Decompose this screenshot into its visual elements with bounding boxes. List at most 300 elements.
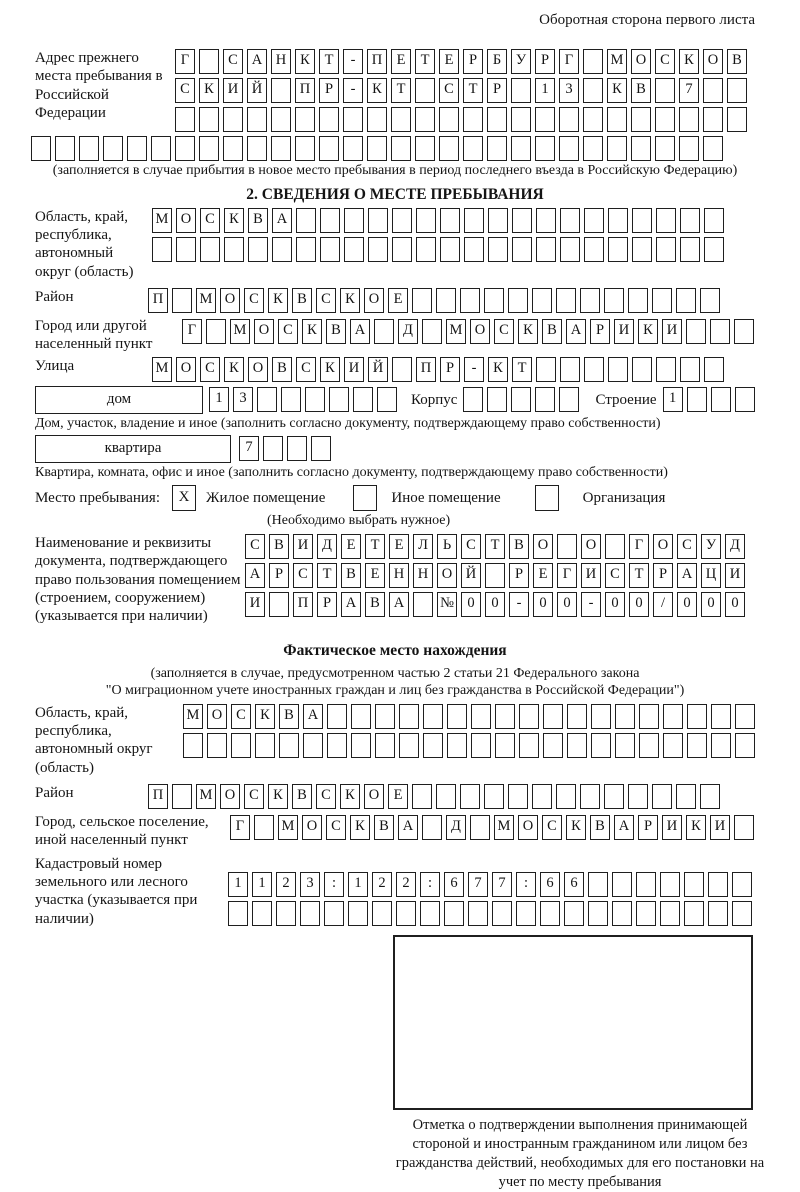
char-box: Т xyxy=(391,78,411,103)
char-box: В xyxy=(292,288,312,313)
char-box xyxy=(127,136,147,161)
char-box: Р xyxy=(638,815,658,840)
char-box xyxy=(412,784,432,809)
char-box: : xyxy=(420,872,440,897)
document-label: Наименование и реквизиты документа, подтверждающего право пользования помещением (строением, сооружением) (указывается при наличии) xyxy=(35,535,241,625)
char-box xyxy=(559,387,579,412)
char-box: 2 xyxy=(276,872,296,897)
document-group xyxy=(35,534,755,638)
prev-address-row-2 xyxy=(175,78,747,103)
char-box: К xyxy=(224,357,244,382)
char-box: М xyxy=(230,319,250,344)
char-box xyxy=(31,136,51,161)
char-box xyxy=(172,784,192,809)
char-box: И xyxy=(223,78,243,103)
char-box xyxy=(511,78,531,103)
char-box: С xyxy=(542,815,562,840)
char-box: О xyxy=(254,319,274,344)
char-box xyxy=(495,733,515,758)
stay-type-option-residential: Жилое помещение xyxy=(206,490,326,507)
char-box: И xyxy=(710,815,730,840)
char-box xyxy=(535,107,555,132)
char-box: С xyxy=(245,534,265,559)
document-rows xyxy=(245,534,745,617)
street-row xyxy=(152,357,724,382)
char-box: О xyxy=(470,319,490,344)
cadastral-label: Кадастровый номер земельного или лесного участка (указывается при наличии) xyxy=(35,855,198,927)
char-box xyxy=(305,387,325,412)
char-box xyxy=(375,704,395,729)
char-box xyxy=(543,704,563,729)
char-box xyxy=(223,107,243,132)
char-box xyxy=(412,288,432,313)
char-box: С xyxy=(244,784,264,809)
city-row xyxy=(182,319,754,344)
region-row-1 xyxy=(152,208,724,233)
char-box: Е xyxy=(439,49,459,74)
char-box xyxy=(536,208,556,233)
actual-region-row-2 xyxy=(183,733,755,758)
char-box xyxy=(444,901,464,926)
char-box: К xyxy=(224,208,244,233)
char-box: А xyxy=(677,563,697,588)
char-box xyxy=(732,872,752,897)
char-box xyxy=(655,78,675,103)
char-box xyxy=(711,704,731,729)
char-box xyxy=(269,592,289,617)
char-box: - xyxy=(343,78,363,103)
char-box: А xyxy=(566,319,586,344)
char-box xyxy=(257,387,277,412)
char-box: 3 xyxy=(559,78,579,103)
char-box: Н xyxy=(271,49,291,74)
char-box xyxy=(392,237,412,262)
char-box: П xyxy=(293,592,313,617)
char-box xyxy=(580,288,600,313)
char-box: 3 xyxy=(233,387,253,412)
char-box: И xyxy=(344,357,364,382)
stay-type-checkbox-residential: X xyxy=(172,485,196,511)
char-box xyxy=(711,733,731,758)
char-box: Е xyxy=(389,534,409,559)
prev-address-row-3 xyxy=(175,107,747,132)
house-number-boxes xyxy=(209,387,397,412)
char-box: К xyxy=(340,784,360,809)
char-box xyxy=(540,901,560,926)
actual-district-group xyxy=(35,784,755,809)
char-box: А xyxy=(247,49,267,74)
char-box: В xyxy=(279,704,299,729)
char-box: Е xyxy=(388,784,408,809)
char-box xyxy=(152,237,172,262)
char-box: К xyxy=(350,815,370,840)
char-box: Й xyxy=(368,357,388,382)
char-box: 1 xyxy=(228,872,248,897)
char-box: К xyxy=(686,815,706,840)
char-box xyxy=(700,784,720,809)
char-box xyxy=(519,733,539,758)
char-box xyxy=(464,237,484,262)
char-box xyxy=(207,733,227,758)
char-box xyxy=(612,872,632,897)
char-box: Р xyxy=(463,49,483,74)
char-box: В xyxy=(341,563,361,588)
char-box: К xyxy=(488,357,508,382)
char-box xyxy=(392,357,412,382)
char-box: И xyxy=(581,563,601,588)
char-box xyxy=(423,733,443,758)
char-box: Р xyxy=(509,563,529,588)
char-box xyxy=(511,107,531,132)
char-box: 0 xyxy=(605,592,625,617)
char-box xyxy=(607,136,627,161)
char-box xyxy=(655,107,675,132)
char-box xyxy=(684,872,704,897)
char-box: Т xyxy=(319,49,339,74)
char-box: № xyxy=(437,592,457,617)
char-box: А xyxy=(614,815,634,840)
char-box: С xyxy=(655,49,675,74)
char-box: 0 xyxy=(677,592,697,617)
district-group xyxy=(35,288,755,313)
char-box: : xyxy=(324,872,344,897)
char-box xyxy=(276,901,296,926)
char-box: В xyxy=(542,319,562,344)
char-box xyxy=(703,107,723,132)
char-box: - xyxy=(464,357,484,382)
actual-region-rows xyxy=(183,704,755,758)
apartment-boxes xyxy=(239,436,331,461)
char-box: К xyxy=(320,357,340,382)
char-box xyxy=(296,208,316,233)
char-box: О xyxy=(518,815,538,840)
char-box: О xyxy=(533,534,553,559)
char-box: 1 xyxy=(663,387,683,412)
char-box xyxy=(464,208,484,233)
char-box: А xyxy=(389,592,409,617)
char-box: Т xyxy=(629,563,649,588)
char-box: 0 xyxy=(629,592,649,617)
char-box xyxy=(374,319,394,344)
char-box: Г xyxy=(559,49,579,74)
char-box: Д xyxy=(398,319,418,344)
char-box: С xyxy=(605,563,625,588)
char-box: С xyxy=(231,704,251,729)
char-box: С xyxy=(461,534,481,559)
char-box xyxy=(559,107,579,132)
char-box xyxy=(732,901,752,926)
stroenie-label: Строение xyxy=(595,391,657,408)
char-box: С xyxy=(439,78,459,103)
confirmation-mark-box xyxy=(393,935,753,1110)
char-box xyxy=(615,733,635,758)
char-box: 0 xyxy=(557,592,577,617)
char-box xyxy=(680,208,700,233)
char-box: / xyxy=(653,592,673,617)
char-box xyxy=(487,136,507,161)
prev-address-group xyxy=(35,49,755,132)
char-box: И xyxy=(245,592,265,617)
char-box xyxy=(655,136,675,161)
char-box xyxy=(199,136,219,161)
prev-address-row-1 xyxy=(175,49,747,74)
char-box: К xyxy=(302,319,322,344)
char-box: О xyxy=(207,704,227,729)
section2-title: 2. СВЕДЕНИЯ О МЕСТЕ ПРЕБЫВАНИЯ xyxy=(246,185,544,203)
char-box xyxy=(632,208,652,233)
char-box xyxy=(199,107,219,132)
char-box xyxy=(663,733,683,758)
char-box xyxy=(463,107,483,132)
char-box xyxy=(591,704,611,729)
char-box xyxy=(704,357,724,382)
char-box: П xyxy=(367,49,387,74)
char-box: 6 xyxy=(444,872,464,897)
actual-region-label: Область, край, республика, автономный округ (область) xyxy=(35,704,153,776)
char-box xyxy=(583,49,603,74)
char-box: Р xyxy=(319,78,339,103)
house-wide-box: дом xyxy=(35,386,203,414)
char-box xyxy=(656,208,676,233)
korpus-boxes xyxy=(463,387,579,412)
char-box: К xyxy=(367,78,387,103)
char-box: А xyxy=(303,704,323,729)
char-box xyxy=(519,704,539,729)
char-box xyxy=(632,357,652,382)
char-box: В xyxy=(326,319,346,344)
char-box xyxy=(223,136,243,161)
region-rows xyxy=(152,208,724,262)
char-box: 1 xyxy=(348,872,368,897)
char-box xyxy=(703,78,723,103)
char-box xyxy=(377,387,397,412)
char-box xyxy=(413,592,433,617)
char-box xyxy=(319,136,339,161)
char-box xyxy=(652,288,672,313)
char-box xyxy=(632,237,652,262)
char-box xyxy=(516,901,536,926)
char-box: К xyxy=(679,49,699,74)
char-box: И xyxy=(293,534,313,559)
char-box xyxy=(484,784,504,809)
char-box xyxy=(676,784,696,809)
char-box xyxy=(583,107,603,132)
char-box xyxy=(295,136,315,161)
char-box xyxy=(484,288,504,313)
char-box xyxy=(399,733,419,758)
char-box xyxy=(708,872,728,897)
char-box xyxy=(392,208,412,233)
char-box: Г xyxy=(230,815,250,840)
char-box xyxy=(663,704,683,729)
char-box: В xyxy=(374,815,394,840)
char-box: П xyxy=(295,78,315,103)
char-box xyxy=(612,901,632,926)
char-box xyxy=(608,357,628,382)
char-box: И xyxy=(725,563,745,588)
char-box xyxy=(367,107,387,132)
char-box: 0 xyxy=(533,592,553,617)
char-box: О xyxy=(302,815,322,840)
char-box xyxy=(372,901,392,926)
char-box xyxy=(536,237,556,262)
char-box xyxy=(535,136,555,161)
char-box xyxy=(228,901,248,926)
char-box xyxy=(543,733,563,758)
char-box: Й xyxy=(461,563,481,588)
char-box xyxy=(588,872,608,897)
char-box xyxy=(471,704,491,729)
stay-type-row xyxy=(35,485,755,511)
char-box: Р xyxy=(269,563,289,588)
char-box xyxy=(710,319,730,344)
char-box xyxy=(320,237,340,262)
char-box xyxy=(172,288,192,313)
prev-address-row-4 xyxy=(31,136,755,161)
page-header-note: Оборотная сторона первого листа xyxy=(539,12,755,28)
stroenie-boxes xyxy=(663,387,755,412)
char-box xyxy=(488,237,508,262)
char-box: П xyxy=(416,357,436,382)
char-box: О xyxy=(176,208,196,233)
char-box: О xyxy=(631,49,651,74)
house-row xyxy=(35,386,755,414)
char-box: К xyxy=(518,319,538,344)
char-box: К xyxy=(638,319,658,344)
char-box xyxy=(368,208,388,233)
char-box xyxy=(175,136,195,161)
house-note: Дом, участок, владение и иное (заполнить согласно документу, подтверждающему право собственности) xyxy=(35,415,661,431)
char-box xyxy=(343,107,363,132)
char-box: С xyxy=(326,815,346,840)
apartment-note: Квартира, комната, офис и иное (заполнить согласно документу, подтверждающему право собственности) xyxy=(35,464,668,480)
char-box xyxy=(680,357,700,382)
char-box xyxy=(608,237,628,262)
char-box: С xyxy=(175,78,195,103)
char-box: В xyxy=(631,78,651,103)
char-box xyxy=(468,901,488,926)
char-box: К xyxy=(268,784,288,809)
char-box xyxy=(495,704,515,729)
actual-location-title: Фактическое место нахождения xyxy=(283,642,507,660)
char-box xyxy=(684,901,704,926)
char-box: М xyxy=(446,319,466,344)
char-box: 2 xyxy=(396,872,416,897)
city-group xyxy=(35,317,755,357)
char-box xyxy=(327,733,347,758)
char-box: - xyxy=(343,49,363,74)
char-box: Р xyxy=(653,563,673,588)
char-box: И xyxy=(614,319,634,344)
stay-type-checkbox-organization xyxy=(535,485,559,511)
char-box xyxy=(300,901,320,926)
char-box xyxy=(206,319,226,344)
stay-type-option-organization: Организация xyxy=(582,490,666,507)
char-box: 2 xyxy=(372,872,392,897)
char-box: О xyxy=(248,357,268,382)
char-box: С xyxy=(278,319,298,344)
char-box xyxy=(557,534,577,559)
char-box: В xyxy=(509,534,529,559)
char-box xyxy=(686,319,706,344)
char-box: Н xyxy=(389,563,409,588)
char-box xyxy=(231,733,251,758)
char-box: А xyxy=(272,208,292,233)
char-box: 3 xyxy=(300,872,320,897)
char-box xyxy=(628,784,648,809)
char-box xyxy=(396,901,416,926)
char-box xyxy=(735,387,755,412)
char-box xyxy=(615,704,635,729)
char-box: У xyxy=(511,49,531,74)
char-box xyxy=(79,136,99,161)
char-box xyxy=(460,784,480,809)
district-row xyxy=(148,288,720,313)
char-box: : xyxy=(516,872,536,897)
char-box xyxy=(440,208,460,233)
char-box xyxy=(423,704,443,729)
char-box xyxy=(183,733,203,758)
char-box xyxy=(708,901,728,926)
char-box xyxy=(460,288,480,313)
char-box: А xyxy=(245,563,265,588)
char-box: В xyxy=(365,592,385,617)
char-box xyxy=(711,387,731,412)
char-box xyxy=(439,107,459,132)
char-box: М xyxy=(607,49,627,74)
actual-city-row xyxy=(230,815,754,840)
char-box: С xyxy=(244,288,264,313)
char-box: С xyxy=(316,784,336,809)
char-box xyxy=(628,288,648,313)
char-box xyxy=(199,49,219,74)
char-box xyxy=(511,387,531,412)
char-box xyxy=(447,704,467,729)
char-box: С xyxy=(293,563,313,588)
char-box: Е xyxy=(341,534,361,559)
char-box xyxy=(368,237,388,262)
char-box xyxy=(296,237,316,262)
char-box: П xyxy=(148,288,168,313)
char-box xyxy=(631,136,651,161)
char-box xyxy=(353,387,373,412)
char-box: 0 xyxy=(701,592,721,617)
char-box xyxy=(512,208,532,233)
char-box: Д xyxy=(725,534,745,559)
char-box: 6 xyxy=(564,872,584,897)
char-box xyxy=(247,107,267,132)
char-box xyxy=(567,704,587,729)
char-box: В xyxy=(248,208,268,233)
char-box: 1 xyxy=(535,78,555,103)
document-row-2 xyxy=(245,563,745,588)
char-box xyxy=(631,107,651,132)
char-box: С xyxy=(200,208,220,233)
char-box xyxy=(319,107,339,132)
char-box xyxy=(560,208,580,233)
char-box xyxy=(320,208,340,233)
cadastral-rows xyxy=(228,872,752,926)
char-box xyxy=(303,733,323,758)
char-box xyxy=(487,107,507,132)
actual-region-group xyxy=(35,704,755,782)
char-box xyxy=(583,136,603,161)
char-box xyxy=(687,733,707,758)
char-box xyxy=(735,733,755,758)
char-box: К xyxy=(295,49,315,74)
cadastral-group xyxy=(35,855,755,931)
char-box xyxy=(440,237,460,262)
